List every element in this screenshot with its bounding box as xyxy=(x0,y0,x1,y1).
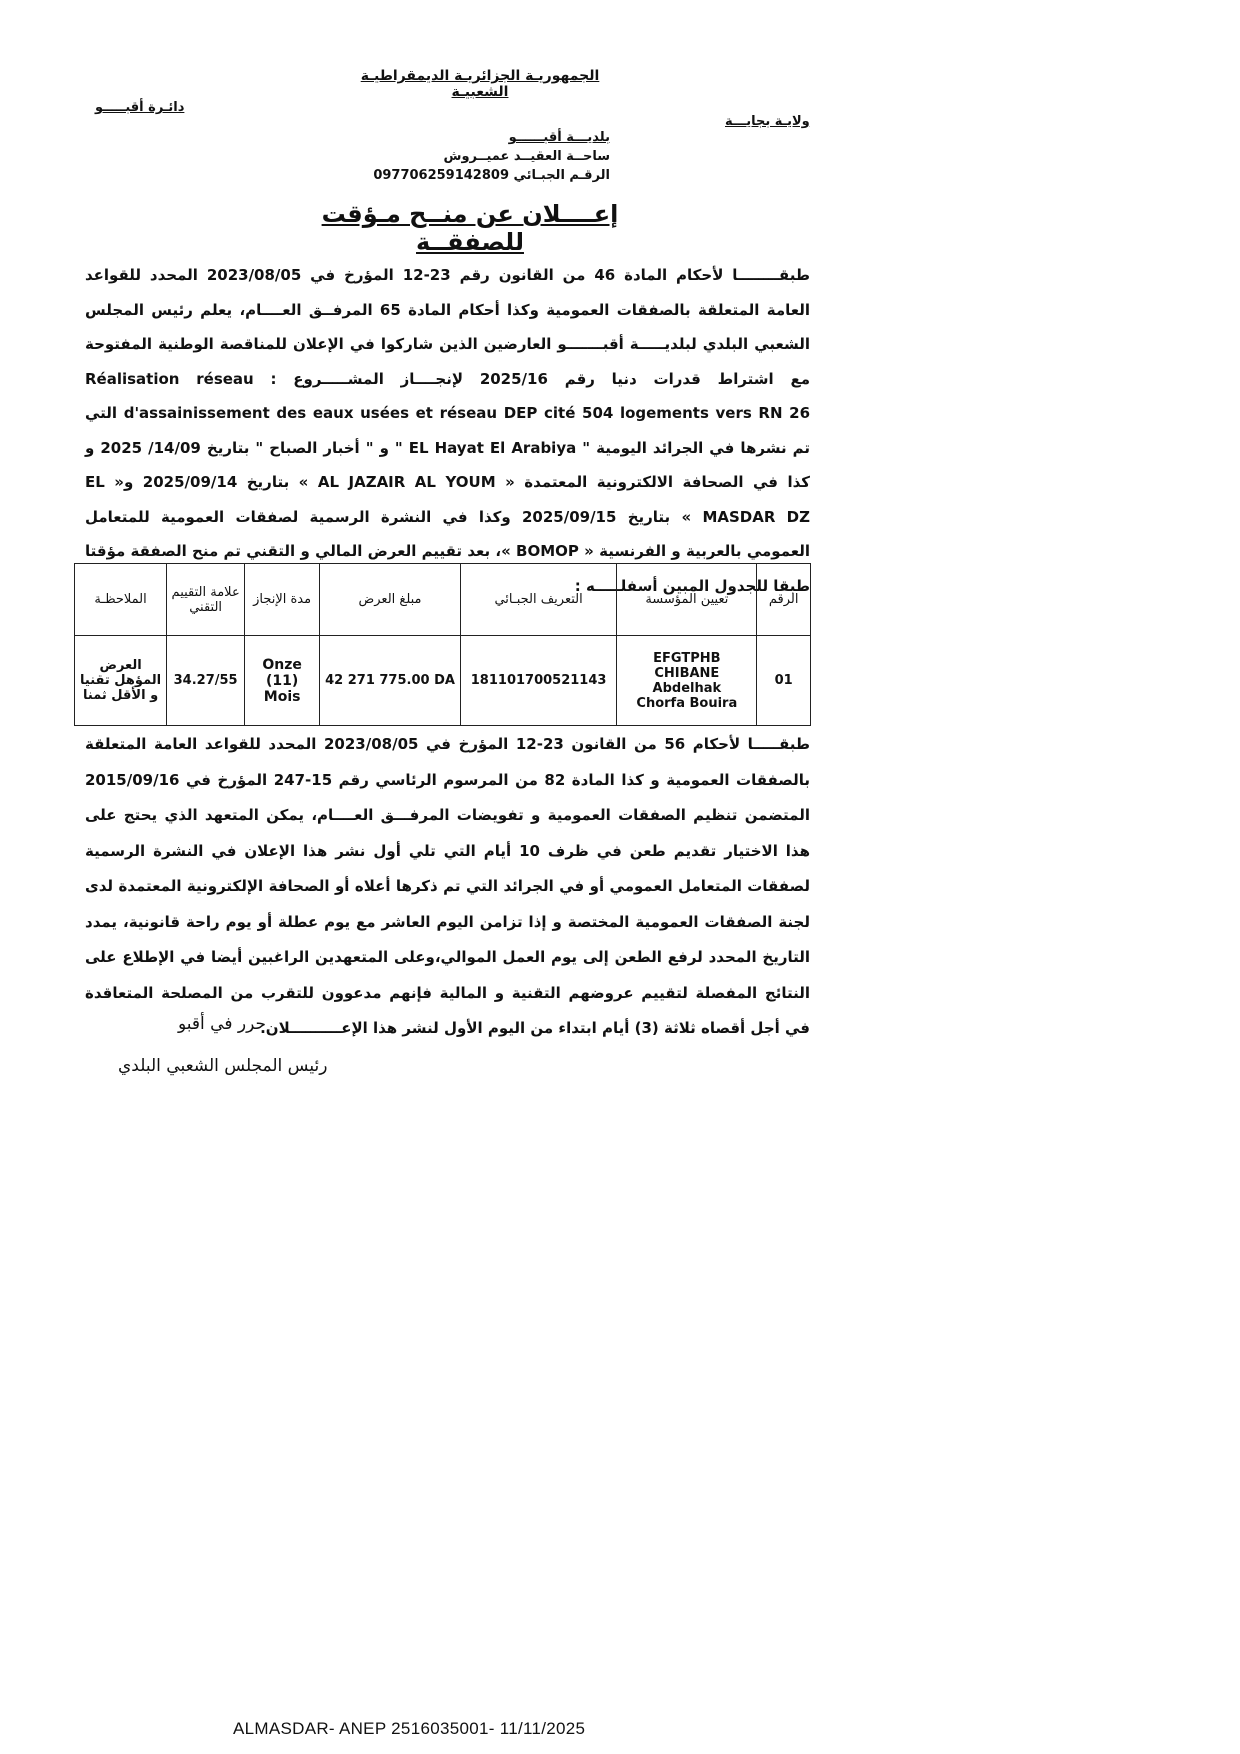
publication-reference: ALMASDAR- ANEP 2516035001- 11/11/2025 xyxy=(233,1719,586,1738)
commune-name: بلديـــة أقبــــــو xyxy=(508,130,610,145)
document-title: إعــــلان عن منــح مـؤقت للصفقــة xyxy=(321,200,619,256)
company-location: Chorfa Bouira xyxy=(636,695,738,711)
commune-address: ساحــة العقيــد عميــروش xyxy=(443,149,610,164)
appeal-paragraph: طبقـــــا لأحكام 56 من القانون 23-12 المؤرخ في 2023/08/05 المحدد للقواعد العامة المتعلقة بالصفقات العمومية و كذا المادة 82 من المرسوم الرئاسي رقم 15-247 المؤرخ في 2015/09/16 المتضمن تنظيم الصفقات العمومية و تفويضات المرفـــق العــــام، يمكن المتعهد الذي يحتج على هذا الاختيار تقديم طعن في ظرف 10 أيام التي تلي أول نشر هذا الإعلان في النشرة الرسمية لصفقات المتعامل العمومي أو في الجرائد التي تم ذكرها أعلاه أو الصحافة الإلكترونية المعتمدة لدى لجنة الصفقات العمومية المختصة و إذا تزامن اليوم العاشر مع يوم عطلة أو يوم راحة قانونية، يمدد التاريخ المحدد لرفع الطعن إلى يوم العمل الموالي،وعلى المتعهدين الراغبين أيضا في الإطلاع على النتائج المفصلة لتقييم عروضهم التقنية و المالية فإنهم مدعوون للتقرب من المصلحة المتعاقدة في أجل أقصاه ثلاثة (3) أيام ابتداء من اليوم الأول لنشر هذا الإعــــــــــلان. xyxy=(85,735,811,1037)
commune-block xyxy=(340,128,610,185)
cell-score: 34.27/55 xyxy=(167,636,245,726)
duration-number: (11) xyxy=(265,672,299,689)
header-notes: الملاحظـة xyxy=(75,564,167,636)
cell-company xyxy=(617,636,757,726)
notes-line: و الأقل ثمنا xyxy=(83,688,159,703)
commune-tax-id: الرقـم الجبـائي 097706259142809 xyxy=(373,168,610,183)
table-row xyxy=(75,636,811,726)
republic-heading: الجمهوريـة الجزائريـة الديمقراطيـة الشعبيـة xyxy=(360,68,600,100)
header-number: الرقم xyxy=(757,564,811,636)
cell-notes xyxy=(75,636,167,726)
header-score: علامة التقييم التقني xyxy=(167,564,245,636)
duration-unit: Mois xyxy=(263,688,301,705)
wilaya-label: ولايـة بجايـــة xyxy=(725,114,810,129)
header-duration: مدة الإنجاز xyxy=(245,564,320,636)
cell-duration xyxy=(245,636,320,726)
daira-label: دائـرة أقبـــــو xyxy=(95,100,185,115)
notes-line: العرض xyxy=(99,658,142,673)
header-tax-id: التعريف الجبـائي xyxy=(460,564,616,636)
company-owner: CHIBANE Abdelhak xyxy=(652,665,722,696)
intro-paragraph: طبقــــــــا لأحكام المادة 46 من القانون رقم 23-12 المؤرخ في 2023/08/05 المحدد للقواعد العامة المتعلقة بالصفقات العمومية وكذا أحكام المادة 65 المرفــق العــــام، يعلم رئيس المجلس الشعبي البلدي لبلديـــــة أقبـــــــو العارضين الذين شاركوا في الإعلان للمناقصة الوطنية المفتوحة مع اشتراط قدرات دنيا رقم 2025/16 لإنجــــاز المشـــــروع : Réalisation réseau d'assainissement des eaux usées et réseau DEP cité 504 logements vers RN 26 التي تم نشرها في الجرائد اليومية " EL Hayat El Arabiya " و " أخبار الصباح " بتاريخ 14/09/ 2025 و كذا في الصحافة الالكترونية المعتمدة « AL JAZAIR AL YOUM » بتاريخ 2025/09/14 و« EL MASDAR DZ » بتاريخ 2025/09/15 وكذا في النشرة الرسمية لصفقات العمومية للمتعامل العمومي بالعربية و الفرنسية « BOMOP »، بعد تقييم العرض المالي و التقني تم منح الصفقة مؤقتا طبقا للجدول المبين أسفلـــــه : xyxy=(85,266,811,595)
written-at: حرر في أقبو xyxy=(178,1014,266,1034)
award-table xyxy=(74,563,811,726)
duration-word: Onze xyxy=(262,656,302,673)
table-header-row xyxy=(75,564,811,636)
header-company: تعيين المؤسسة xyxy=(617,564,757,636)
signatory-title: رئيس المجلس الشعبي البلدي xyxy=(118,1056,328,1076)
cell-tax-id: 181101700521143 xyxy=(460,636,616,726)
company-name: EFGTPHB xyxy=(653,650,721,666)
notes-line: المؤهل تقنيا xyxy=(80,673,162,688)
cell-amount: 42 271 775.00 DA xyxy=(320,636,461,726)
header-amount: مبلغ العرض xyxy=(320,564,461,636)
cell-number: 01 xyxy=(757,636,811,726)
